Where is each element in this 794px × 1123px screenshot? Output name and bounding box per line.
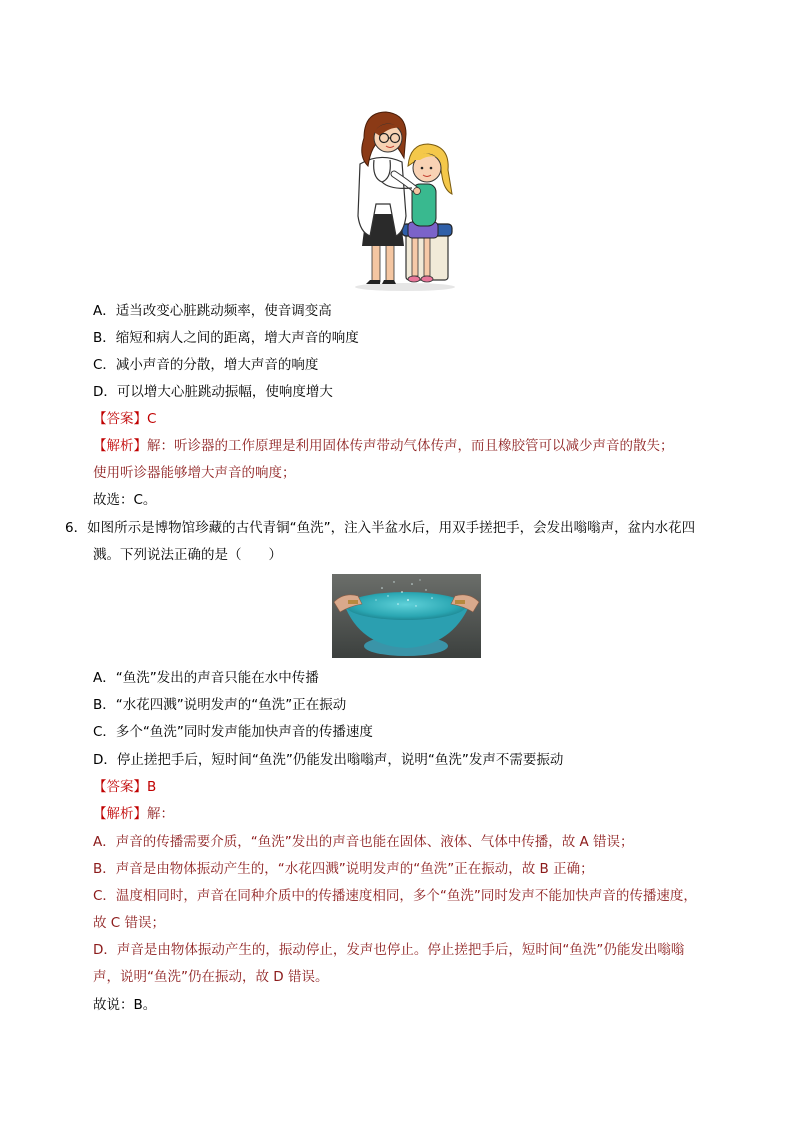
q5-answer: [93, 409, 156, 429]
q6-answer-label: 【答案】: [93, 779, 147, 795]
q5-analysis-line2: 使用听诊器能够增大声音的响度；: [93, 465, 296, 481]
q5-answer-label: 【答案】: [93, 411, 147, 427]
q6-analysis-a: A．声音的传播需要介质，“鱼洗”发出的声音也能在固体、液体、气体中传播，故 A 错误；: [93, 834, 634, 850]
q6-stem-line1: 6．如图所示是博物馆珍藏的古代青铜“鱼洗”，注入半盆水后，用双手搓把手，会发出嗡嗡声，盆内水花四: [65, 520, 696, 536]
q6-answer: [93, 777, 156, 797]
q6-analysis-intro: 解：: [147, 806, 174, 822]
q6-option-d: D．停止搓把手后，短时间“鱼洗”仍能发出嗡嗡声，说明“鱼洗”发声不需要振动: [93, 752, 564, 768]
q5-option-a: A．适当改变心脏跳动频率，使音调变高: [93, 303, 332, 319]
q5-answer-value: C: [147, 411, 157, 427]
q6-answer-value: B: [147, 779, 157, 795]
q5-option-c: C．减小声音的分散，增大声音的响度: [93, 357, 319, 373]
q6-analysis-d2: 声，说明“鱼洗”仍在振动，故 D 错误。: [93, 969, 329, 985]
q5-choice: 故选：C。: [93, 492, 157, 508]
q6-option-b: B．“水花四溅”说明发声的“鱼洗”正在振动: [93, 697, 347, 713]
q5-option-b: B．缩短和病人之间的距离，增大声音的响度: [93, 330, 359, 346]
q6-analysis-d1: D．声音是由物体振动产生的，振动停止，发声也停止。停止搓把手后，短时间“鱼洗”仍能发出嗡嗡: [93, 942, 685, 958]
q6-option-c: C．多个“鱼洗”同时发声能加快声音的传播速度: [93, 724, 373, 740]
q6-analysis-label: 【解析】: [93, 806, 147, 822]
q6-choice: 故说：B。: [93, 997, 157, 1013]
q6-analysis-b: B．声音是由物体振动产生的，“水花四溅”说明发声的“鱼洗”正在振动，故 B 正确；: [93, 861, 594, 877]
q6-analysis-header: [93, 804, 174, 824]
doctor-child-illustration: [350, 104, 460, 294]
q5-analysis-line1: [93, 436, 674, 456]
q6-analysis-c2: 故 C 错误；: [93, 915, 166, 931]
q5-analysis-label: 【解析】: [93, 438, 147, 454]
q6-analysis-c1: C．温度相同时，声音在同种介质中的传播速度相同，多个“鱼洗”同时发声不能加快声音的传播速度，: [93, 888, 697, 904]
q6-option-a: A．“鱼洗”发出的声音只能在水中传播: [93, 670, 319, 686]
bronze-basin-photo: [332, 574, 481, 658]
q6-stem-line2: 溅。下列说法正确的是（ ）: [93, 547, 282, 563]
q5-analysis-text1: 解：听诊器的工作原理是利用固体传声带动气体传声，而且橡胶管可以减少声音的散失；: [147, 438, 674, 454]
q5-option-d: D．可以增大心脏跳动振幅，使响度增大: [93, 384, 333, 400]
